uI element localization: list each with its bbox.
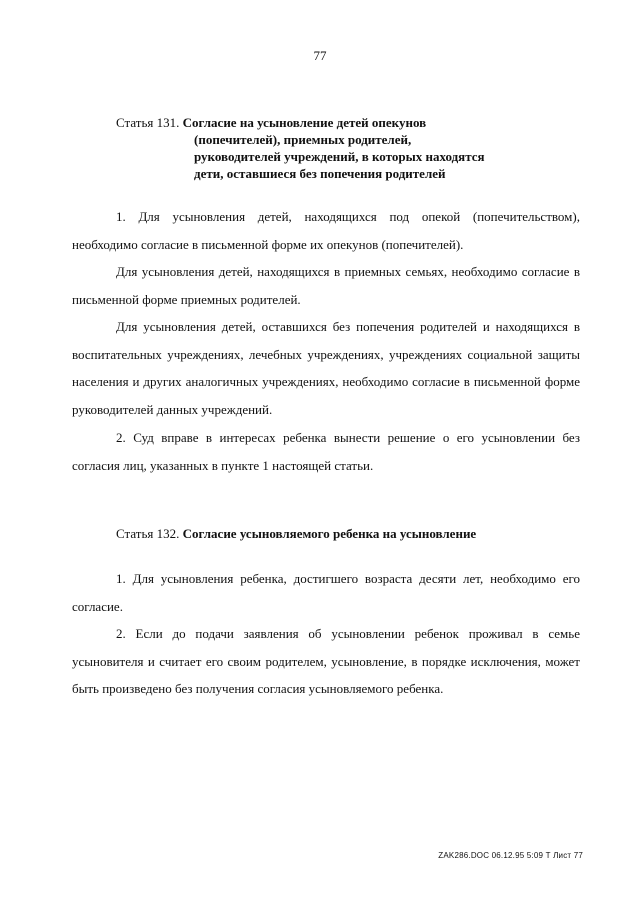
article-132-heading: [116, 525, 586, 542]
article-131-number: Статья 131.: [116, 115, 180, 130]
article-132-paragraph-2: 2. Если до подачи заявления об усыновлении ребенок проживал в семье усыновителя и считает его своим родителем, усыновление, в порядке исключения, может быть произведено без получения согласия усыновляемого ребенка.: [72, 626, 580, 696]
article-132-number: Статья 132.: [116, 526, 180, 541]
article-131-heading: [116, 114, 586, 182]
article-131-title-line-1: Согласие на усыновление детей опекунов: [182, 115, 427, 130]
article-131-paragraph-4: 2. Суд вправе в интересах ребенка вынести решение о его усыновлении без согласия лиц, указанных в пункте 1 настоящей статьи.: [72, 430, 580, 473]
article-131-paragraph-1: 1. Для усыновления детей, находящихся под опекой (попечительством), необходимо согласие в письменной форме их опекунов (попечителей).: [72, 209, 580, 252]
article-131-title-line-2: (попечителей), приемных родителей,: [194, 132, 412, 147]
page-number: 77: [313, 48, 327, 63]
article-131-title-line-3: руководителей учреждений, в которых находятся: [194, 149, 485, 164]
article-131-title-line-4: дети, оставшиеся без попечения родителей: [194, 166, 446, 181]
article-131-heading-line-1: [116, 114, 586, 131]
document-footer: ZAK286.DOC 06.12.95 5:09 Т Лист 77: [438, 851, 583, 860]
article-132-paragraph-1: 1. Для усыновления ребенка, достигшего возраста десяти лет, необходимо его согласие.: [72, 571, 580, 614]
article-131-paragraph-3: Для усыновления детей, оставшихся без попечения родителей и находящихся в воспитательных учреждениях, лечебных учреждениях, учреждениях социальной защиты населения и других аналогичных учреждениях, необходимо согласие в письменной форме руководителей данных учреждений.: [72, 319, 580, 417]
article-131-paragraph-2: Для усыновления детей, находящихся в приемных семьях, необходимо согласие в письменной форме приемных родителей.: [72, 264, 580, 307]
article-132-title: Согласие усыновляемого ребенка на усыновление: [182, 526, 477, 541]
